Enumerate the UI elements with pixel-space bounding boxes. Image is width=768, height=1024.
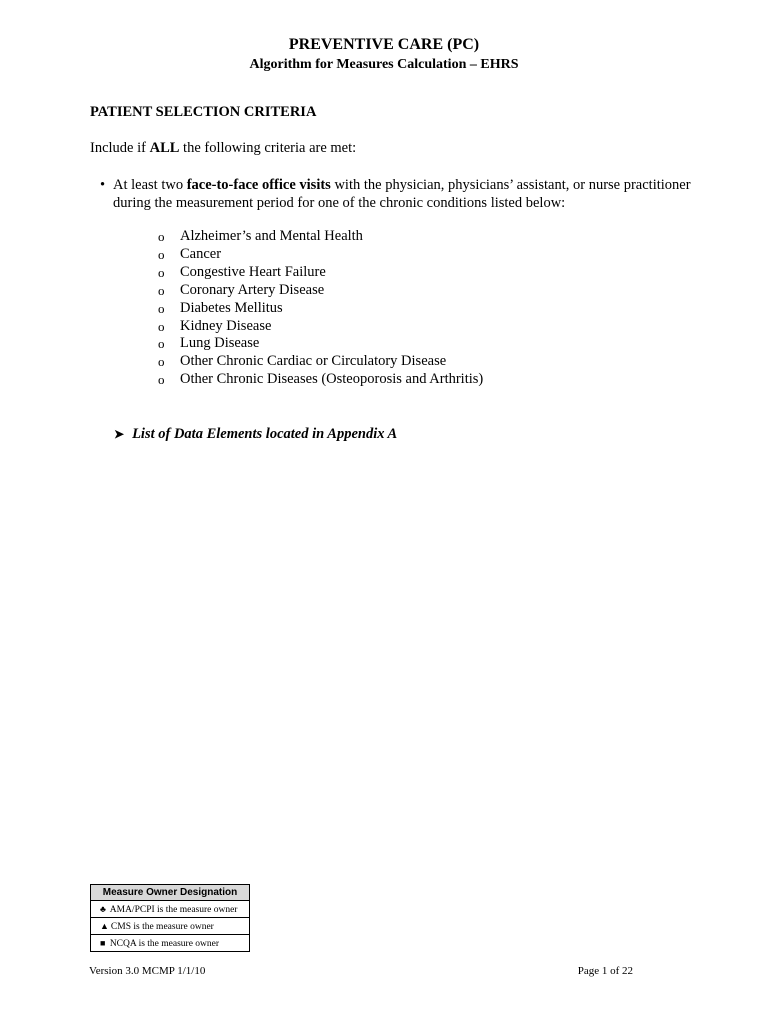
condition-label: Lung Disease (180, 335, 260, 352)
square-icon: ■ (100, 938, 106, 948)
triangle-icon: ▲ (100, 921, 109, 931)
intro-text-bold: ALL (149, 140, 180, 156)
bullet-text-bold: face-to-face office visits (186, 177, 331, 193)
condition-item (158, 318, 483, 336)
measure-owner-text: AMA/PCPI is the measure owner (109, 905, 238, 915)
measure-owner-text: NCQA is the measure owner (109, 939, 220, 949)
footer-page-number: Page 1 of 22 (577, 965, 633, 977)
condition-item (158, 300, 483, 318)
circle-bullet-icon: o (158, 282, 165, 298)
document-title: PREVENTIVE CARE (PC) (288, 36, 480, 53)
condition-item (158, 335, 483, 353)
condition-item (158, 353, 483, 371)
measure-owner-table (90, 884, 250, 952)
appendix-note-text: List of Data Elements located in Appendix A (132, 426, 398, 442)
condition-label: Coronary Artery Disease (180, 281, 325, 298)
measure-owner-row (91, 918, 249, 935)
condition-label: Kidney Disease (180, 317, 272, 334)
condition-label: Other Chronic Cardiac or Circulatory Disease (180, 353, 447, 370)
criteria-bullet (100, 176, 700, 212)
circle-bullet-icon: o (158, 318, 165, 334)
circle-bullet-icon: o (158, 354, 165, 370)
condition-label: Cancer (180, 245, 222, 262)
circle-bullet-icon: o (158, 336, 165, 352)
intro-text (90, 140, 356, 157)
section-heading: PATIENT SELECTION CRITERIA (90, 104, 317, 120)
circle-bullet-icon: o (158, 246, 165, 262)
circle-bullet-icon: o (158, 372, 165, 388)
criteria-bullet-text (113, 176, 700, 212)
condition-item (158, 246, 483, 264)
condition-label: Congestive Heart Failure (180, 263, 326, 280)
measure-owner-row (91, 901, 249, 918)
condition-item (158, 371, 483, 389)
condition-item (158, 282, 483, 300)
document-subtitle: Algorithm for Measures Calculation – EHRS (249, 57, 519, 72)
condition-label: Diabetes Mellitus (180, 299, 283, 316)
measure-owner-row (91, 935, 249, 951)
measure-owner-text: CMS is the measure owner (110, 922, 214, 932)
bullet-text-after: with the physician, physicians’ assistant, or nurse practitioner during the measurement period for one of the chronic conditions listed below: (113, 177, 691, 211)
arrow-bullet-icon: ➤ (114, 427, 125, 441)
bullet-icon: • (100, 177, 106, 193)
condition-item (158, 264, 483, 282)
circle-bullet-icon: o (158, 229, 165, 244)
circle-bullet-icon: o (158, 300, 165, 316)
chronic-conditions-list (158, 228, 483, 389)
intro-text-before: Include if (90, 140, 150, 156)
footer-version: Version 3.0 MCMP 1/1/10 (89, 965, 206, 977)
condition-label: Alzheimer’s and Mental Health (180, 228, 363, 244)
club-icon: ♣ (100, 904, 106, 914)
measure-owner-table-header: Measure Owner Designation (91, 885, 249, 901)
bullet-text-before: At least two (113, 177, 187, 193)
circle-bullet-icon: o (158, 264, 165, 280)
intro-text-after: the following criteria are met: (179, 140, 357, 156)
appendix-note (114, 426, 397, 443)
condition-item (158, 228, 483, 246)
condition-label: Other Chronic Diseases (Osteoporosis and Arthritis) (180, 371, 484, 388)
